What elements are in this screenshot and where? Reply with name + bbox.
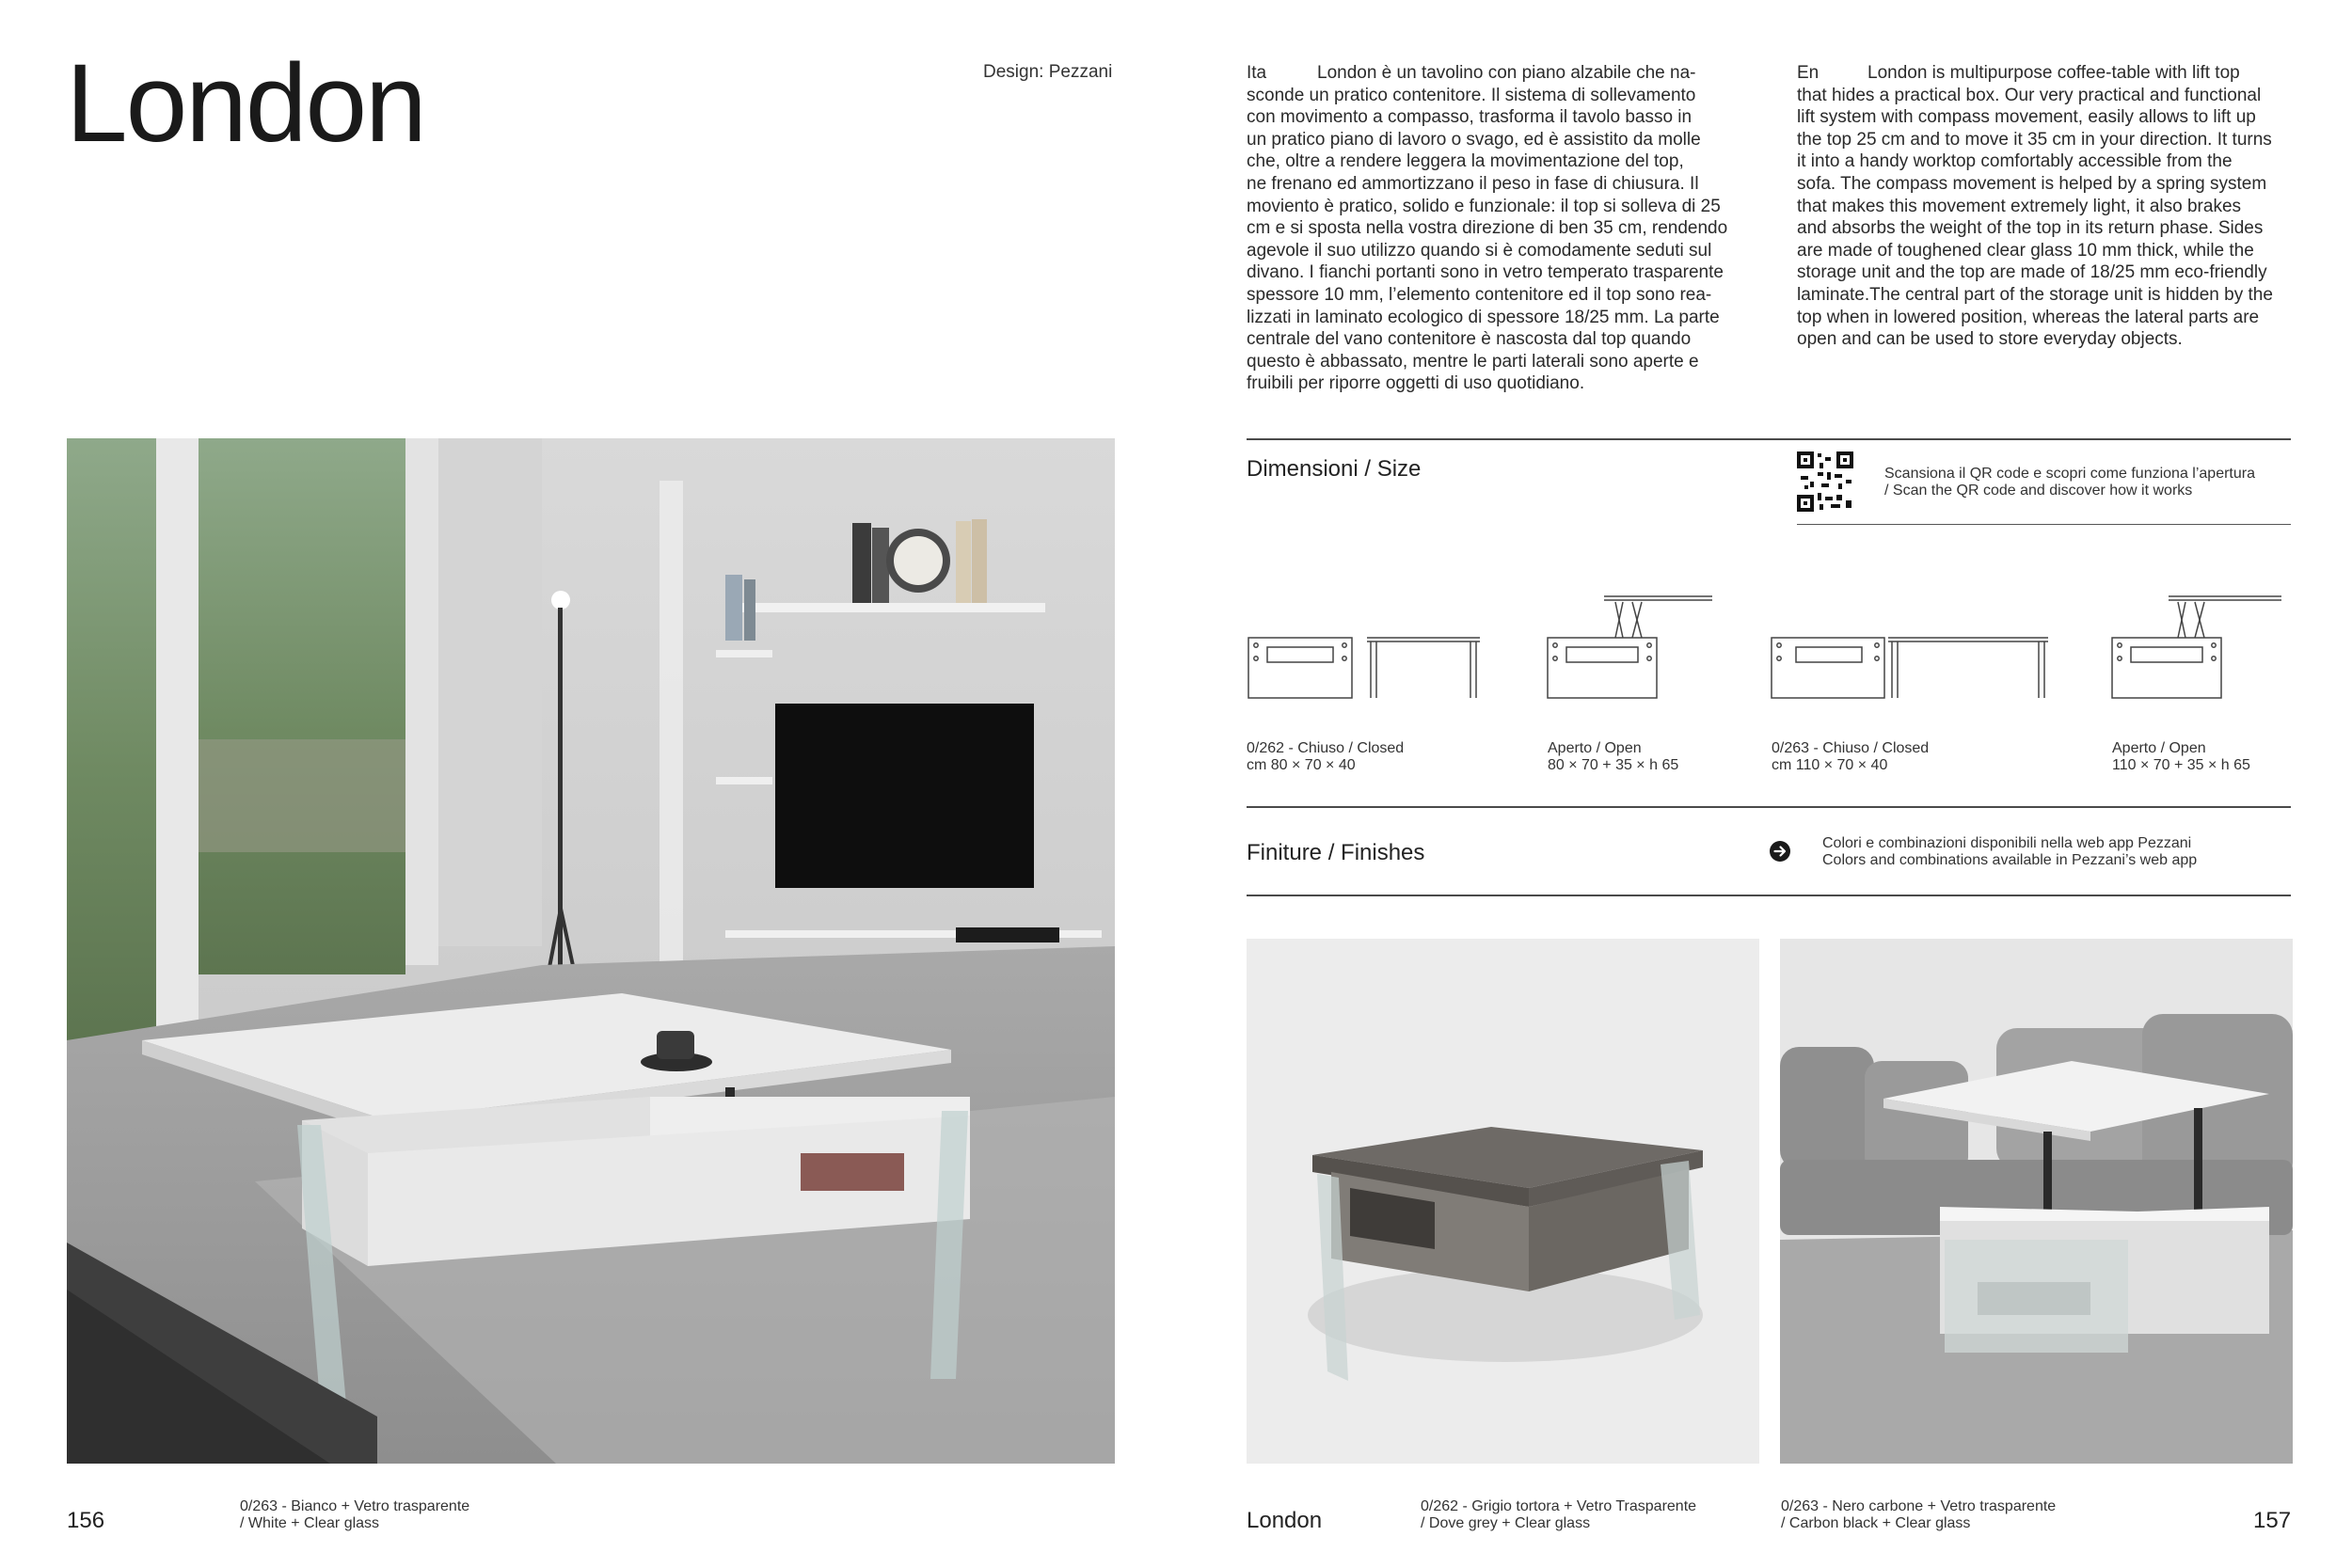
dim-label-263-open bbox=[2112, 740, 2250, 774]
paragraph-line: laminate.The central part of the storage unit is hidden by the bbox=[1797, 284, 2273, 305]
drawing-262-closed bbox=[1248, 638, 1480, 698]
drawing-263-open bbox=[2112, 596, 2281, 698]
dim-label-262-closed bbox=[1247, 740, 1404, 774]
paragraph-line: and absorbs the weight of the top in its return phase. Sides bbox=[1797, 218, 2264, 239]
caption-left bbox=[240, 1498, 469, 1532]
caption-middle bbox=[1421, 1498, 1696, 1532]
lang-label-en: En bbox=[1797, 63, 1820, 83]
paragraph-line: open and can be used to store everyday objects. bbox=[1797, 329, 2183, 350]
ita-first-line: London è un tavolino con piano alzabile che na- bbox=[1317, 63, 1696, 83]
arrow-right-circle-icon[interactable] bbox=[1769, 840, 1791, 863]
paragraph-line: agevole il suo utilizzo quando si è comodamente seduti sul bbox=[1247, 240, 1712, 261]
dim-label-262-open bbox=[1548, 740, 1678, 774]
paragraph-line: storage unit and the top are made of 18/25 mm eco-friendly bbox=[1797, 262, 2267, 283]
page-title: London bbox=[66, 41, 425, 166]
designer-credit: Design: Pezzani bbox=[983, 62, 1113, 82]
dimensions-heading: Dimensioni / Size bbox=[1247, 456, 1422, 482]
qr-caption-line1: Scansiona il QR code e scopri come funziona l’apertura bbox=[1884, 466, 2255, 482]
finishes-note-line2: Colors and combinations available in Pezzani’s web app bbox=[1822, 852, 2198, 868]
paragraph-line: un pratico piano di lavoro o svago, ed è assistito da molle bbox=[1247, 129, 1701, 150]
page-number-right: 157 bbox=[2253, 1508, 2292, 1533]
dim-label-line2: 80 × 70 + 35 × h 65 bbox=[1548, 757, 1679, 773]
lang-label-ita: Ita bbox=[1247, 63, 1267, 83]
paragraph-line: divano. I fianchi portanti sono in vetro temperato trasparente bbox=[1247, 262, 1724, 283]
paragraph-line: top when in lowered position, whereas the lateral parts are bbox=[1797, 307, 2260, 327]
qr-divider bbox=[1797, 524, 2291, 525]
paragraph-line: spessore 10 mm, l’elemento contenitore ed il top sono rea- bbox=[1247, 284, 1712, 305]
section-divider bbox=[1247, 806, 2291, 808]
dim-label-line2: 110 × 70 + 35 × h 65 bbox=[2112, 757, 2250, 773]
dimension-drawings bbox=[1247, 593, 2291, 705]
paragraph-line: that hides a practical box. Our very practical and functional bbox=[1797, 85, 2262, 105]
paragraph-line: that makes this movement extremely light, it also brakes bbox=[1797, 196, 2242, 216]
qr-caption bbox=[1884, 466, 2298, 499]
caption-middle-line1: 0/262 - Grigio tortora + Vetro Trasparente bbox=[1421, 1498, 1697, 1514]
dim-label-line1: 0/263 - Chiuso / Closed bbox=[1772, 740, 1930, 756]
drawing-263-closed bbox=[1772, 638, 2048, 698]
paragraph-line: ne frenano ed ammortizzano il peso in fase di chiusura. Il bbox=[1247, 173, 1699, 194]
description-italian bbox=[1247, 62, 1778, 395]
finishes-heading: Finiture / Finishes bbox=[1247, 840, 1425, 865]
drawing-262-open bbox=[1548, 596, 1712, 698]
description-english bbox=[1797, 62, 2328, 351]
paragraph-line: lizzati in laminato ecologico di spessore 18/25 mm. La parte bbox=[1247, 307, 1720, 327]
paragraph-line: lift system with compass movement, easily allows to lift up bbox=[1797, 107, 2256, 128]
paragraph-line: sofa. The compass movement is helped by a spring system bbox=[1797, 173, 2267, 194]
paragraph-line: it into a handy worktop comfortably accessible from the bbox=[1797, 151, 2233, 172]
dim-label-line1: Aperto / Open bbox=[2112, 740, 2206, 756]
paragraph-line: sconde un pratico contenitore. Il sistema di sollevamento bbox=[1247, 85, 1696, 105]
finishes-note-line1: Colori e combinazioni disponibili nella web app Pezzani bbox=[1822, 835, 2192, 851]
caption-middle-line2: / Dove grey + Clear glass bbox=[1421, 1515, 1591, 1531]
paragraph-line: cm e si sposta nella vostra direzione di ben 35 cm, rendendo bbox=[1247, 218, 1728, 239]
dim-label-line1: 0/262 - Chiuso / Closed bbox=[1247, 740, 1405, 756]
qr-code[interactable] bbox=[1797, 451, 1853, 512]
paragraph-line: centrale del vano contenitore è nascosta dal top quando bbox=[1247, 329, 1692, 350]
paragraph-line: questo è abbassato, mentre le parti laterali sono aperte e bbox=[1247, 351, 1699, 372]
section-divider bbox=[1247, 438, 2291, 440]
caption-right bbox=[1781, 1498, 2056, 1532]
en-first-line: London is multipurpose coffee-table with lift top bbox=[1867, 63, 2240, 83]
finishes-note bbox=[1822, 835, 2293, 869]
section-divider bbox=[1247, 895, 2291, 896]
dim-label-line2: cm 110 × 70 × 40 bbox=[1772, 757, 1888, 773]
dove-grey-table-photo bbox=[1247, 939, 1759, 1464]
paragraph-line: are made of toughened clear glass 10 mm thick, while the bbox=[1797, 240, 2254, 261]
living-room-photo bbox=[67, 438, 1115, 1464]
dim-label-line1: Aperto / Open bbox=[1548, 740, 1642, 756]
dim-label-263-closed bbox=[1772, 740, 1929, 774]
dim-label-line2: cm 80 × 70 × 40 bbox=[1247, 757, 1356, 773]
caption-left-line1: 0/263 - Bianco + Vetro trasparente bbox=[240, 1498, 470, 1514]
page-number-left: 156 bbox=[67, 1508, 105, 1533]
paragraph-line: che, oltre a rendere leggera la movimentazione del top, bbox=[1247, 151, 1684, 172]
product-name-footer: London bbox=[1247, 1508, 1323, 1533]
caption-right-line1: 0/263 - Nero carbone + Vetro trasparente bbox=[1781, 1498, 2057, 1514]
paragraph-line: con movimento a compasso, trasforma il tavolo basso in bbox=[1247, 107, 1692, 128]
carbon-black-table-photo bbox=[1780, 939, 2293, 1464]
caption-right-line2: / Carbon black + Clear glass bbox=[1781, 1515, 1971, 1531]
paragraph-line: fruibili per riporre oggetti di uso quotidiano. bbox=[1247, 373, 1585, 394]
qr-caption-line2: / Scan the QR code and discover how it works bbox=[1884, 483, 2193, 499]
caption-left-line2: / White + Clear glass bbox=[240, 1515, 380, 1531]
paragraph-line: the top 25 cm and to move it 35 cm in your direction. It turns bbox=[1797, 129, 2272, 150]
paragraph-line: moviento è pratico, solido e funzionale: il top si solleva di 25 bbox=[1247, 196, 1721, 216]
